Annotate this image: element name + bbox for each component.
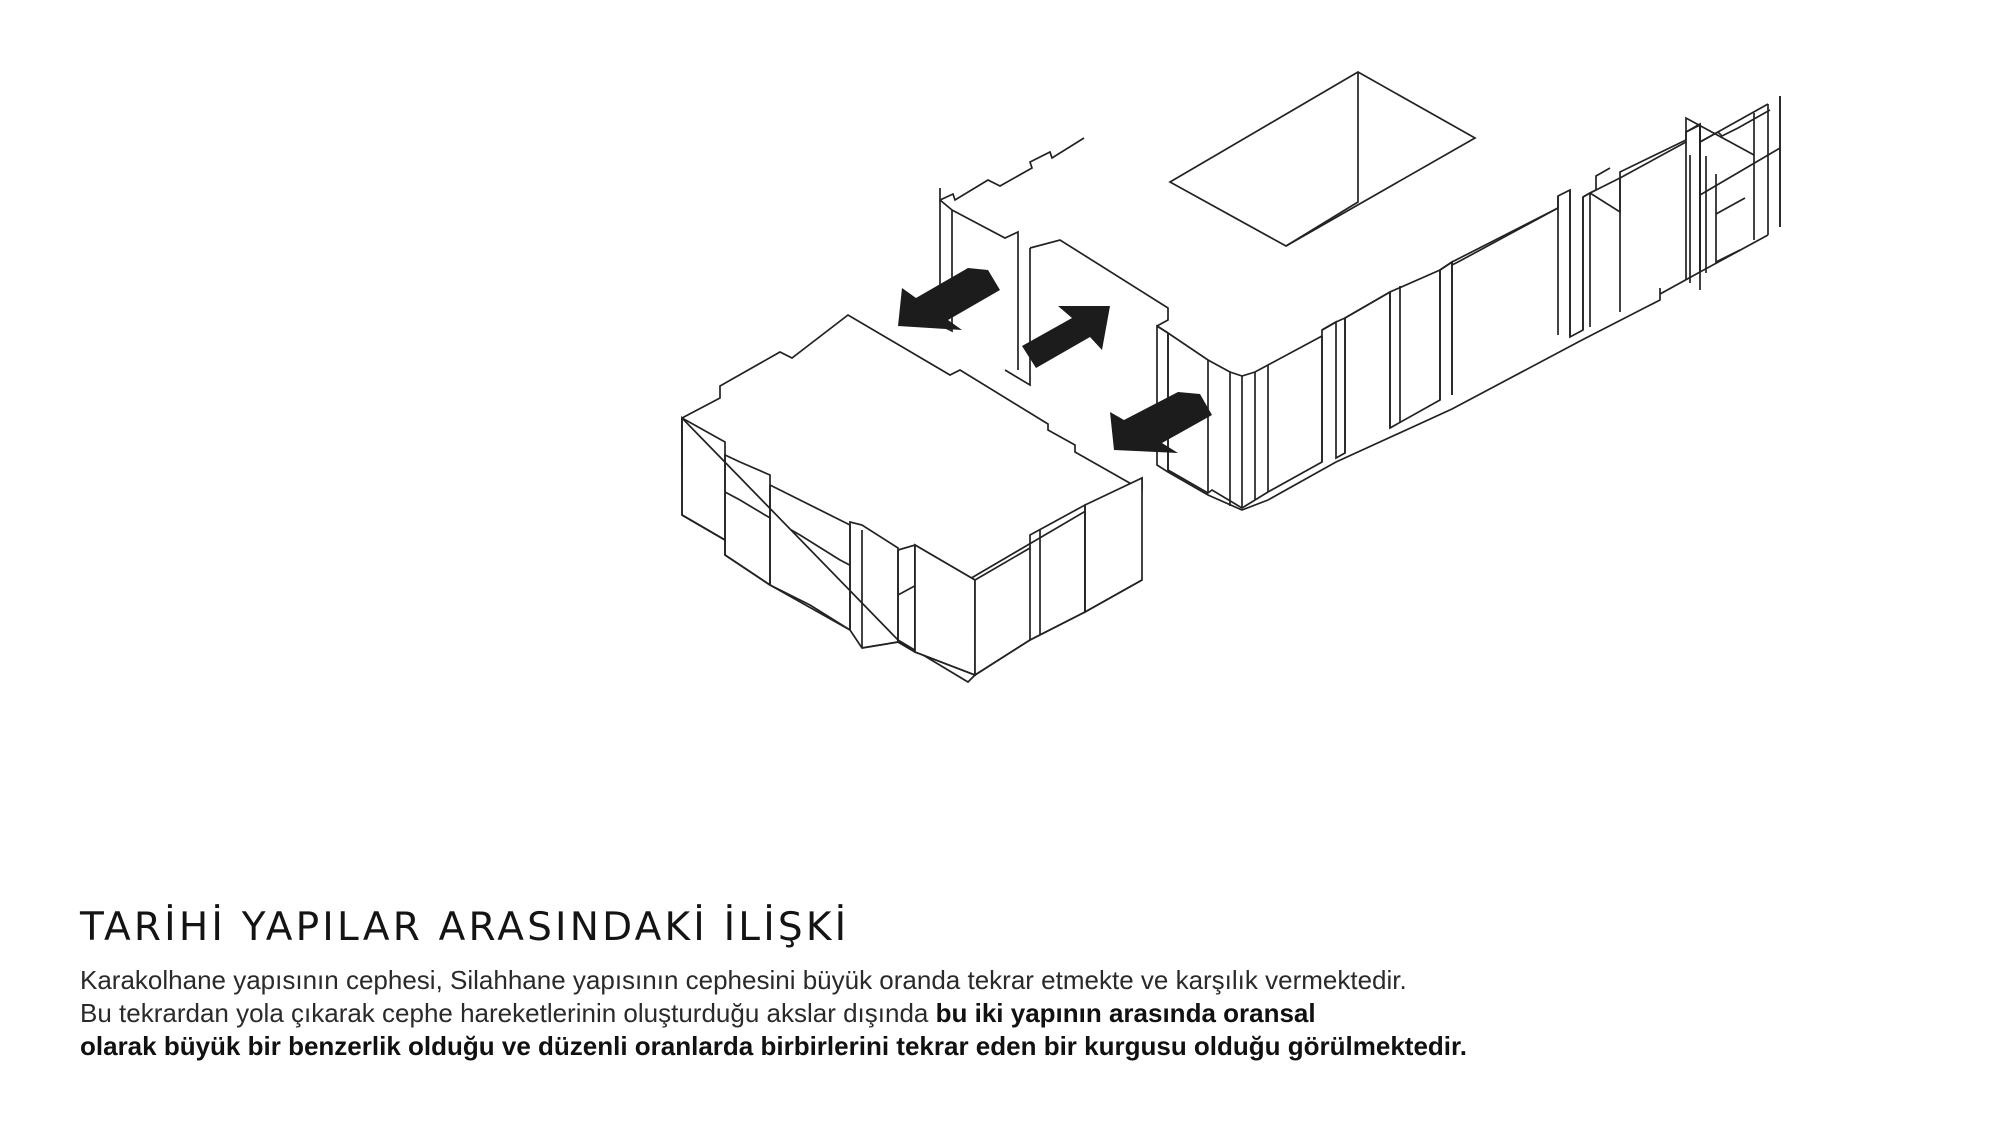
right-building-top-edge	[940, 138, 1084, 200]
diagram-title: TARİHİ YAPILAR ARASINDAKİ İLİŞKİ	[80, 905, 850, 950]
arrow-right-up	[1022, 306, 1110, 368]
left-building	[682, 315, 1142, 682]
left-building-roof	[682, 315, 1142, 595]
caption-paragraph	[80, 964, 1880, 1063]
caption-line-2-bold: bu iki yapının arasında oransal	[935, 998, 1316, 1028]
roof-courtyard	[1170, 72, 1475, 246]
caption-line-1: Karakolhane yapısının cephesi, Silahhane yapısının cephesini büyük oranda tekrar etmekte ve karşılık vermektedir.	[80, 965, 1407, 995]
arrow-left-up	[898, 268, 1000, 330]
caption-block	[80, 905, 1880, 1063]
caption-line-3-bold: olarak büyük bir benzerlik olduğu ve düzenli oranlarda birbirlerini tekrar eden bir kurgusu olduğu görülmektedir.	[80, 1031, 1467, 1061]
caption-line-2: Bu tekrardan yola çıkarak cephe hareketlerinin oluşturduğu akslar dışında	[80, 998, 936, 1028]
arrow-left-down	[1110, 392, 1212, 453]
